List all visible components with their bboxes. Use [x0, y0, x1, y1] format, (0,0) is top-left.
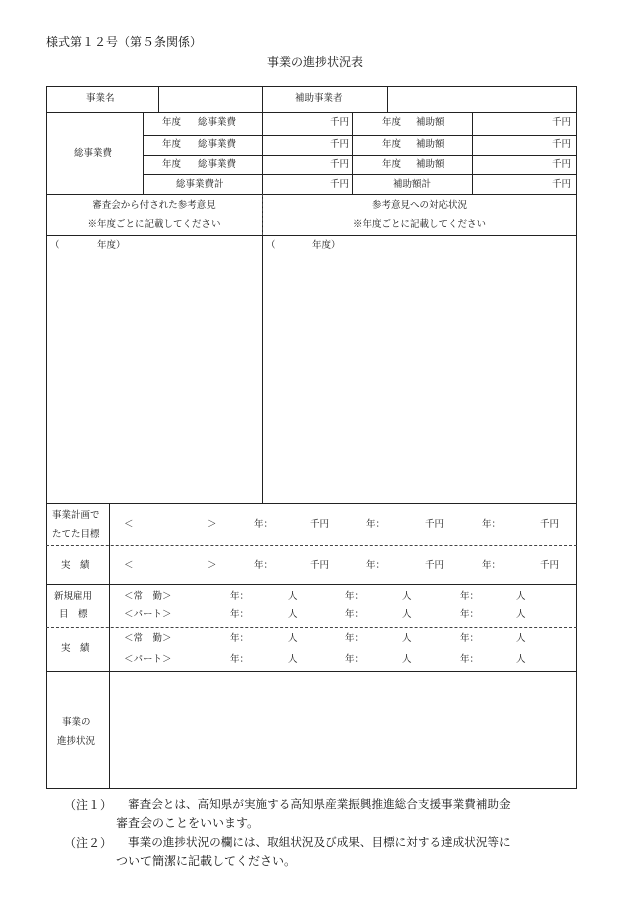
year-colon: 年： — [366, 519, 386, 530]
review-year-label: 年度） — [97, 240, 126, 251]
subsidy-sum-label: 補助額計 — [393, 179, 432, 190]
fulltime-label: ＜常 勤＞ — [124, 633, 172, 644]
unit-thousand-yen: 千円 — [425, 519, 445, 530]
year-colon: 年： — [230, 633, 250, 644]
cost-year-label: 年度 — [162, 159, 182, 170]
form-number: 様式第１２号（第５条関係） — [46, 35, 203, 49]
unit-person: 人 — [516, 633, 526, 644]
unit-person: 人 — [402, 633, 412, 644]
parttime-label: ＜パート＞ — [124, 609, 172, 620]
subsidy-label: 補助額 — [416, 117, 445, 128]
year-colon: 年： — [460, 591, 480, 602]
year-colon: 年： — [345, 609, 365, 620]
employment-target-label: 目 標 — [59, 609, 88, 620]
response-status-note: ※年度ごとに記載してください — [352, 219, 486, 230]
response-year-label: 年度） — [312, 240, 341, 251]
note-text: 審査会とは、高知県が実施する高知県産業振興推進総合支援事業費補助金 — [128, 797, 511, 811]
subsidy-unit: 千円 — [552, 159, 572, 170]
unit-person: 人 — [516, 654, 526, 665]
unit-person: 人 — [288, 654, 298, 665]
note-text: 事業の進捗状況の欄には、取組状況及び成果、目標に対する達成状況等に — [128, 835, 511, 849]
document-title: 事業の進捗状況表 — [266, 55, 363, 69]
note-text: ついて簡潔に記載してください。 — [116, 854, 297, 868]
year-colon: 年： — [482, 519, 502, 530]
cost-sum-label: 総事業費計 — [176, 179, 224, 190]
bracket-close: ＞ — [207, 519, 217, 530]
year-colon: 年： — [345, 654, 365, 665]
year-colon: 年： — [230, 591, 250, 602]
unit-thousand-yen: 千円 — [540, 519, 560, 530]
bracket-open: ＜ — [124, 560, 134, 571]
note-mark: （注１） — [64, 798, 113, 812]
cost-year-label: 年度 — [162, 139, 182, 150]
unit-person: 人 — [516, 609, 526, 620]
year-colon: 年： — [482, 560, 502, 571]
review-opinion-area[interactable] — [47, 252, 261, 502]
employment-target-label: 新規雇用 — [54, 591, 93, 602]
review-opinion-title: 審査会から付された参考意見 — [92, 200, 216, 211]
response-status-area[interactable] — [263, 252, 576, 502]
year-colon: 年： — [254, 560, 274, 571]
cost-label: 総事業費 — [198, 159, 237, 170]
plan-target-label: 事業計画で — [52, 510, 100, 521]
cost-unit: 千円 — [330, 117, 350, 128]
subsidy-year-label: 年度 — [382, 117, 402, 128]
project-operator-value[interactable] — [392, 94, 572, 106]
plan-target-label: たてた目標 — [52, 529, 100, 540]
employment-actual-label: 実 績 — [61, 643, 90, 654]
note-text: 審査会のことをいいます。 — [116, 816, 260, 830]
project-name-label: 事業名 — [86, 93, 115, 104]
subsidy-unit: 千円 — [552, 139, 572, 150]
unit-person: 人 — [288, 609, 298, 620]
year-colon: 年： — [460, 609, 480, 620]
subsidy-year-label: 年度 — [382, 159, 402, 170]
unit-person: 人 — [402, 654, 412, 665]
fulltime-label: ＜常 勤＞ — [124, 591, 172, 602]
response-year-open: （ — [266, 240, 276, 251]
year-colon: 年： — [460, 654, 480, 665]
year-colon: 年： — [230, 609, 250, 620]
unit-thousand-yen: 千円 — [540, 560, 560, 571]
bracket-close: ＞ — [207, 560, 217, 571]
unit-thousand-yen: 千円 — [425, 560, 445, 571]
parttime-label: ＜パート＞ — [124, 654, 172, 665]
bracket-open: ＜ — [124, 519, 134, 530]
year-colon: 年： — [230, 654, 250, 665]
project-operator-label: 補助事業者 — [295, 93, 343, 104]
cost-label: 総事業費 — [198, 117, 237, 128]
review-year-open: （ — [50, 240, 60, 251]
year-colon: 年： — [460, 633, 480, 644]
cost-unit: 千円 — [330, 139, 350, 150]
progress-label: 事業の — [62, 717, 91, 728]
cost-label: 総事業費 — [198, 139, 237, 150]
year-colon: 年： — [366, 560, 386, 571]
unit-thousand-yen: 千円 — [310, 519, 330, 530]
subsidy-label: 補助額 — [416, 159, 445, 170]
subsidy-label: 補助額 — [416, 139, 445, 150]
year-colon: 年： — [345, 633, 365, 644]
total-cost-label: 総事業費 — [74, 148, 113, 159]
cost-sum-unit: 千円 — [330, 179, 350, 190]
subsidy-unit: 千円 — [552, 117, 572, 128]
unit-person: 人 — [402, 609, 412, 620]
unit-person: 人 — [402, 591, 412, 602]
year-colon: 年： — [254, 519, 274, 530]
unit-person: 人 — [288, 591, 298, 602]
cost-unit: 千円 — [330, 159, 350, 170]
cost-year-label: 年度 — [162, 117, 182, 128]
year-colon: 年： — [345, 591, 365, 602]
response-status-title: 参考意見への対応状況 — [371, 200, 467, 211]
note-mark: （注２） — [64, 836, 113, 850]
progress-area[interactable] — [110, 672, 576, 788]
subsidy-year-label: 年度 — [382, 139, 402, 150]
unit-thousand-yen: 千円 — [310, 560, 330, 571]
unit-person: 人 — [516, 591, 526, 602]
unit-person: 人 — [288, 633, 298, 644]
project-name-value[interactable] — [163, 94, 258, 106]
subsidy-sum-unit: 千円 — [552, 179, 572, 190]
review-opinion-note: ※年度ごとに記載してください — [87, 219, 221, 230]
progress-label: 進捗状況 — [57, 736, 96, 747]
actual-label: 実 績 — [61, 560, 90, 571]
